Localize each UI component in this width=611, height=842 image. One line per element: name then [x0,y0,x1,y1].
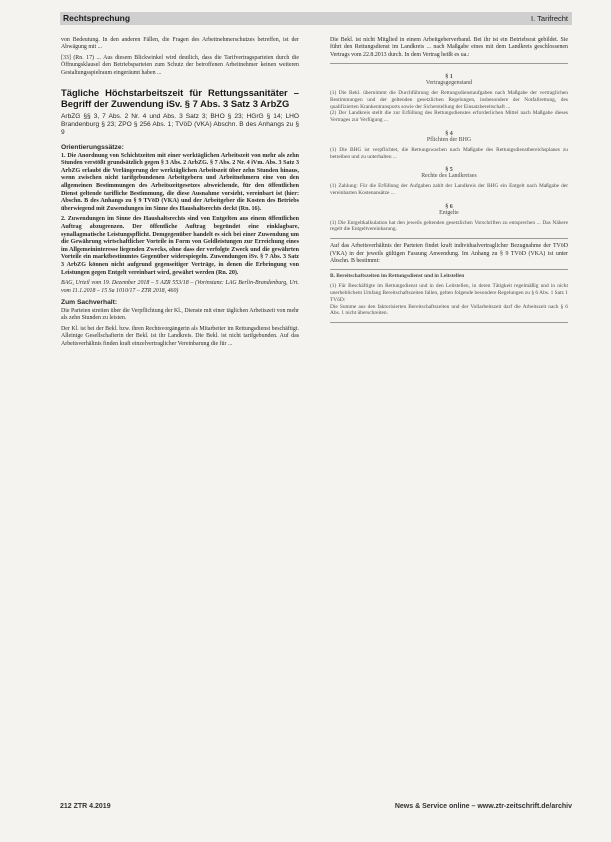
section-title: Rechtsprechung [63,13,131,23]
paragraph: [33] (Rn. 17) ... Aus diesem Blickwinkel wird deutlich, dass die Tarifvertragsparteien durch die Öffnungsklausel den Betriebsparteien zum Schutz der betroffenen Arbeitnehmer keinen weiteren Gestaltungsspielraum eingeräumt haben ... [61,54,299,76]
case-citation: BAG, Urteil vom 19. Dezember 2018 – 5 AZR 553/18 – (Vorinstanz: LAG Berlin-Brandenburg, Urt. vom 11.1.2018 – 15 Sa 1010/17 – ZTR 2018, 460) [61,280,299,294]
running-header [60,12,572,25]
section-text: (1) Die Entgeltkalkulation hat den jeweils geltenden gesetzlichen Vorschriften zu entsprechen ... Das Nähere regelt die Entgeltvereinbarung. [330,219,568,233]
section-title: Rechte des Landkreises [421,173,477,180]
section-text: (1) Die Bekl. übernimmt die Durchführung der Rettungsdienstaufgaben nach Maßgabe der vertraglichen Bestimmungen und der geltenden gesetzlichen Regelungen, insbesondere der Notfallrettung, des qualifizierten Krankentransports sowie der Sicherstellung der Einsatzbereitschaft ... (2) Der Landkreis stellt die zur Erfüllung des Rettungsdienstes erforderlichen Mittel nach Maßgabe dieses Vertrages zur Verfügung ... [330,90,568,124]
tariff-text: (1) Für Beschäftigte im Rettungsdienst und in den Leitstellen, in deren Tätigkeit regelmäßig und in nicht unerheblichem Umfang Bereitschaftszeiten fallen, gelten folgende besondere Regelungen zu § 6 Abs. 1 Satz 1 TVöD: Die Summe aus den faktorisierten Bereitschaftszeiten und der Vollarbeitszeit darf die Arbeitszeit nach § 6 Abs. 1 nicht überschreiten. [330,283,568,317]
section-title: Vertragsgegenstand [425,80,473,87]
paragraph: Auf das Arbeitsverhältnis der Parteien findet kraft individualvertraglicher Bezugnahme der TVöD (VKA) in der jeweils gültigen Fassung Anwendung. Im Anhang zu § 9 TVöD (VKA) ist unter Abschn. B bestimmt: [330,243,568,264]
facts-heading: Zum Sachverhalt: [61,298,118,306]
paragraph: Der Kl. ist bei der Bekl. bzw. ihren Rechtsvorgängerin als Mitarbeiter im Rettungsdienst beschäftigt. Alleinige Gesellschafterin der Bekl. ist ihr Landkreis. Die Bekl. ist nicht tarifgebunden. Auf das Arbeitsverhältnis finden kraft einzelvertraglicher Vereinbarung die für ... [61,325,299,347]
section-text: (1) Die BHG ist verpflichtet, die Rettungswachen nach Maßgabe des Rettungsdienstbereichsplanes zu betreiben und zu unterhalten ... [330,146,568,160]
section-title: Pflichten der BHG [426,137,472,143]
paragraph: Die Parteien streiten über die Verpflichtung der Kl., Dienste mit einer täglichen Arbeitszeit von mehr als zehn Stunden zu leisten. [61,307,299,322]
section-number: § 4 [445,131,453,137]
page-number: 212 ZTR 4.2019 [60,803,111,810]
article-headline: Tägliche Höchstarbeitszeit für Rettungssanitäter – Begriff der Zuwendung iSv. § 7 Abs. 3 Satz 3 ArbZG [61,87,299,110]
norm-references: ArbZG §§ 3, 7 Abs. 2 Nr. 4 und Abs. 3 Satz 3; BHO § 23; HGrG § 14; LHO Brandenburg § 23; ZPO § 256 Abs. 1; TVöD (VKA) Abschn. B des Anhangs zu § 9 [61,113,299,137]
subsection-title: I. Tarifrecht [531,14,568,23]
footer-link[interactable]: News & Service online – www.ztr-zeitschrift.de/archiv [394,803,572,810]
left-column [61,37,299,351]
headnote-1: 1. Die Anordnung von Schichtzeiten mit einer werktäglichen Arbeitszeit von mehr als zehn Stunden verstößt grundsätzlich gegen § 3 Abs. 2 ArbZG. § 7 Abs. 2 Nr. 4 iVm. Abs. 3 Satz 3 ArbZG erlaubt die Verlängerung der werktäglichen Arbeitszeit über zehn Stunden hinaus, wenn zwischen nicht tarifgebundenen Arbeitgebern und Arbeitnehmern eine von den allgemeinen Bestimmungen des Arbeitszeitgesetzes abweichende, für den öffentlichen Dienst geltende tarifliche Bestimmung, die diese Ausnahme vorsieht, vereinbart ist (hier: Abschn. B des Anhangs zu § 9 TVöD (VKA) und der Arbeitgeber die Kosten des Betriebs überwiegend mit Zuwendungen im Sinne des Haushaltsrechts deckt (Rn. 16). [61,152,299,212]
section-title: Entgelte [439,209,459,216]
paragraph: Die Bekl. ist nicht Mitglied in einem Arbeitgeberverband. Bei ihr ist ein Betriebsrat gebildet. Sie führt den Rettungsdienst im Landkreis ... nach Maßgabe eines mit dem Landkreis geschlossenen Vertrags vom 22.8.2013 durch. In dem Vertrag heißt es ua.: [330,37,568,58]
section-number: § 6 [445,203,453,210]
tariff-excerpt [330,269,568,323]
orientation-heading: Orientierungssätze: [61,143,124,151]
headnote-2: 2. Zuwendungen im Sinne des Haushaltsrechts sind von Entgelten aus einem öffentlichen Auftrag abzugrenzen. Der öffentliche Auftrag begründet eine einklagbare, synallagmatische Leistungspflicht. Demgegenüber handelt es sich bei einer Zuwendung um die Gewährung wirtschaftlicher Vorteile in Form von Geldleistungen zur Erreichung eines im Allgemeininteresse liegenden Zwecks, ohne dass der verfolgte Zweck und die gewährten Vorteile ein marktbestimmtes Gegenüber widerspiegeln. Zuwendungen iSv. § 7 Abs. 3 Satz 3 ArbZG können nicht aufgrund gegenseitiger Verträge, in denen die Erbringung von Leistungen gegen Entgelt vereinbart wird, gewährt werden (Rn. 20). [61,216,299,276]
paragraph: von Bedeutung. In den anderen Fällen, die Fragen des Arbeitnehmerschutzes betreffen, ist der Abwägung mit ... [61,37,299,51]
section-text: (1) Zahlung: Für die Erfüllung der Aufgaben zahlt der Landkreis der BHG ein Entgelt nach Maßgabe der vereinbarten Kostenansätze ... [330,183,568,196]
right-column [330,37,568,327]
section-number: § 5 [445,167,453,174]
contract-excerpt [330,63,568,239]
section-number: § 1 [445,74,453,81]
tariff-heading: B. Bereitschaftszeiten im Rettungsdienst und in Leitstellen [330,273,465,280]
